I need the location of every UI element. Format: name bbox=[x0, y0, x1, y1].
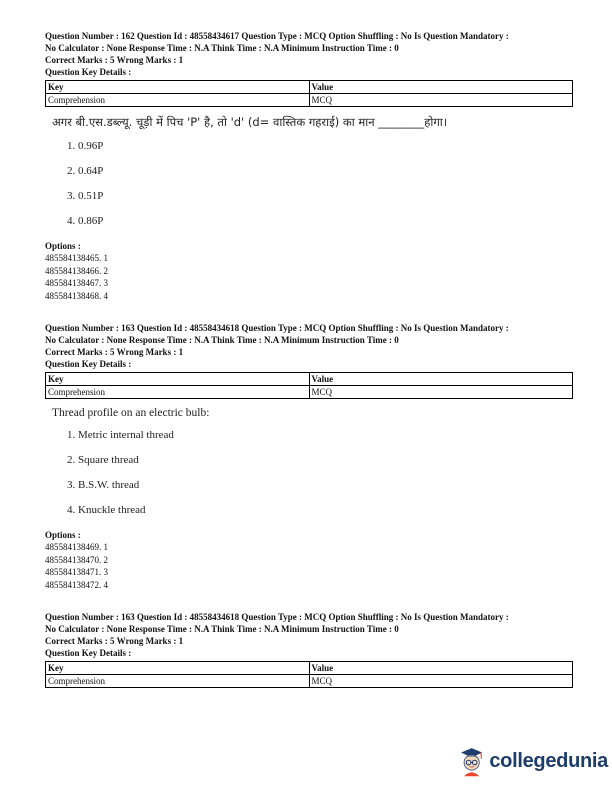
value-header: Value bbox=[309, 81, 573, 94]
question-meta-line1: Question Number : 162 Question Id : 48558434617 Question Type : MCQ Option Shuffling : No Is Question Mandatory : bbox=[45, 31, 509, 41]
collegedunia-logo bbox=[458, 738, 608, 784]
question-block-163 bbox=[45, 322, 573, 591]
option-2: 2. Square thread bbox=[67, 454, 139, 466]
option-4: 4. 0.86P bbox=[67, 215, 104, 227]
question-meta-line2: No Calculator : None Response Time : N.A Think Time : N.A Minimum Instruction Time : 0 bbox=[45, 43, 399, 53]
key-value-table bbox=[45, 372, 573, 399]
question-text: Thread profile on an electric bulb: bbox=[52, 407, 210, 419]
question-meta-line2: No Calculator : None Response Time : N.A Think Time : N.A Minimum Instruction Time : 0 bbox=[45, 624, 399, 634]
logo-wordmark: collegedunia bbox=[489, 749, 608, 772]
key-details-label: Question Key Details : bbox=[45, 359, 132, 369]
question-meta-line2: No Calculator : None Response Time : N.A Think Time : N.A Minimum Instruction Time : 0 bbox=[45, 335, 399, 345]
key-details-label: Question Key Details : bbox=[45, 67, 132, 77]
student-mascot-icon bbox=[458, 741, 485, 781]
marks-line: Correct Marks : 5 Wrong Marks : 1 bbox=[45, 55, 184, 65]
option-id-3: 485584138471. 3 bbox=[45, 567, 108, 577]
value-cell: MCQ bbox=[309, 94, 573, 107]
key-details-label: Question Key Details : bbox=[45, 648, 132, 658]
option-id-1: 485584138465. 1 bbox=[45, 253, 108, 263]
value-header: Value bbox=[309, 373, 573, 386]
question-block-162 bbox=[45, 30, 573, 302]
option-id-2: 485584138466. 2 bbox=[45, 265, 108, 276]
value-header: Value bbox=[309, 662, 573, 675]
key-cell: Comprehension bbox=[46, 386, 310, 399]
question-meta-line1: Question Number : 163 Question Id : 48558434618 Question Type : MCQ Option Shuffling : No Is Question Mandatory : bbox=[45, 612, 509, 622]
key-value-table bbox=[45, 661, 573, 688]
options-label: Options : bbox=[45, 530, 81, 540]
key-header: Key bbox=[46, 81, 310, 94]
option-1: 1. Metric internal thread bbox=[67, 429, 174, 441]
key-cell: Comprehension bbox=[46, 675, 310, 688]
option-3: 3. 0.51P bbox=[67, 190, 104, 202]
question-block-163-repeat bbox=[45, 611, 573, 688]
option-3: 3. B.S.W. thread bbox=[67, 479, 140, 491]
option-id-2: 485584138470. 2 bbox=[45, 554, 108, 565]
key-cell: Comprehension bbox=[46, 94, 310, 107]
option-id-4: 485584138472. 4 bbox=[45, 579, 108, 590]
key-header: Key bbox=[46, 662, 310, 675]
marks-line: Correct Marks : 5 Wrong Marks : 1 bbox=[45, 347, 184, 357]
option-2: 2. 0.64P bbox=[67, 165, 104, 177]
question-text: अगर बी.एस.डब्ल्यू. चूड़ी में पिच 'P' है, तो 'd' (d= वास्तिक गहराई) का मान ________होगा। bbox=[52, 115, 448, 129]
option-id-1: 485584138469. 1 bbox=[45, 542, 108, 552]
key-header: Key bbox=[46, 373, 310, 386]
document-page bbox=[45, 30, 573, 708]
value-cell: MCQ bbox=[309, 675, 573, 688]
option-1: 1. 0.96P bbox=[67, 140, 104, 152]
option-id-4: 485584138468. 4 bbox=[45, 290, 108, 301]
option-4: 4. Knuckle thread bbox=[67, 504, 146, 516]
options-label: Options : bbox=[45, 241, 81, 251]
option-id-3: 485584138467. 3 bbox=[45, 278, 108, 288]
question-meta-line1: Question Number : 163 Question Id : 48558434618 Question Type : MCQ Option Shuffling : No Is Question Mandatory : bbox=[45, 323, 509, 333]
key-value-table bbox=[45, 80, 573, 107]
value-cell: MCQ bbox=[309, 386, 573, 399]
marks-line: Correct Marks : 5 Wrong Marks : 1 bbox=[45, 636, 184, 646]
